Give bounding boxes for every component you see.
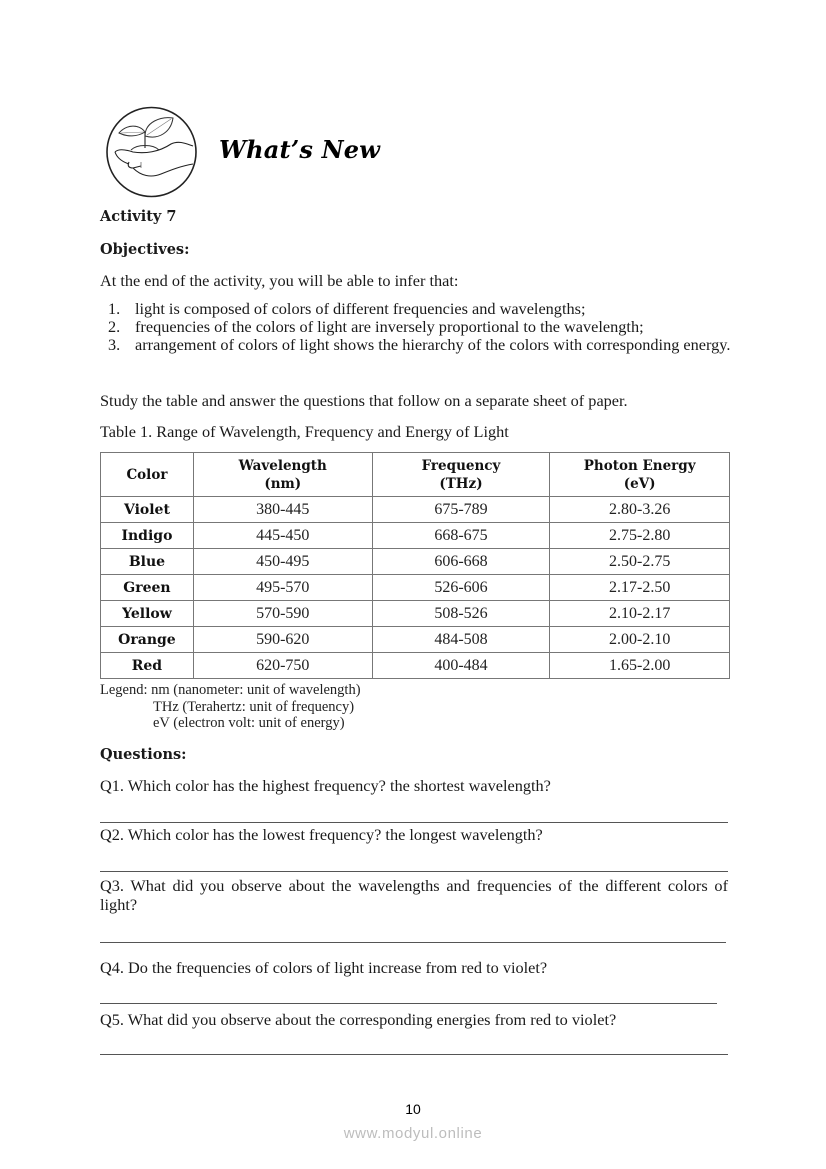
- objective-item: [108, 317, 763, 336]
- cell-wavelength: 380-445: [193, 497, 372, 523]
- cell-wavelength: 570-590: [193, 601, 372, 627]
- legend-line: Legend: nm (nanometer: unit of wavelength): [100, 682, 361, 698]
- cell-frequency: 675-789: [372, 497, 550, 523]
- question-5: Q5. What did you observe about the corresponding energies from red to violet?: [100, 1010, 617, 1029]
- answer-line-1[interactable]: [100, 822, 728, 823]
- section-title: What’s New: [219, 135, 381, 164]
- table-legend: [100, 682, 361, 732]
- instruction-text: Study the table and answer the questions that follow on a separate sheet of paper.: [100, 391, 628, 410]
- light-properties-table: [100, 452, 730, 679]
- question-2: Q2. Which color has the lowest frequency? the longest wavelength?: [100, 825, 543, 844]
- plant-in-hand-icon: [105, 106, 198, 198]
- page-number: 10: [405, 1101, 421, 1117]
- objective-item: [108, 335, 763, 354]
- cell-wavelength: 620-750: [193, 653, 372, 679]
- table-header-row: [101, 453, 730, 497]
- objectives-heading: Objectives:: [100, 241, 190, 258]
- cell-energy: 2.80-3.26: [550, 497, 730, 523]
- table-row: [101, 627, 730, 653]
- table-row: [101, 523, 730, 549]
- legend-line: eV (electron volt: unit of energy): [153, 715, 345, 731]
- cell-wavelength: 450-495: [193, 549, 372, 575]
- objective-number: 3.: [108, 335, 121, 354]
- table-caption: Table 1. Range of Wavelength, Frequency and Energy of Light: [100, 422, 509, 441]
- question-1: Q1. Which color has the highest frequency? the shortest wavelength?: [100, 776, 551, 795]
- table-row: [101, 601, 730, 627]
- table-row: [101, 575, 730, 601]
- cell-energy: 2.10-2.17: [550, 601, 730, 627]
- cell-frequency: 508-526: [372, 601, 550, 627]
- objective-item: [108, 299, 763, 318]
- cell-color: Blue: [101, 549, 194, 575]
- objectives-intro: At the end of the activity, you will be able to infer that:: [100, 271, 459, 290]
- cell-wavelength: 445-450: [193, 523, 372, 549]
- header-wavelength: Wavelength (nm): [193, 453, 372, 497]
- cell-energy: 1.65-2.00: [550, 653, 730, 679]
- cell-wavelength: 590-620: [193, 627, 372, 653]
- answer-line-4[interactable]: [100, 1003, 717, 1004]
- cell-frequency: 400-484: [372, 653, 550, 679]
- cell-energy: 2.17-2.50: [550, 575, 730, 601]
- cell-energy: 2.50-2.75: [550, 549, 730, 575]
- answer-line-2[interactable]: [100, 871, 728, 872]
- cell-energy: 2.75-2.80: [550, 523, 730, 549]
- table-row: [101, 653, 730, 679]
- watermark: www.modyul.online: [343, 1125, 483, 1142]
- objectives-list: [100, 300, 763, 354]
- question-3: Q3. What did you observe about the wavelengths and frequencies of the different colors of light?: [100, 876, 728, 914]
- cell-wavelength: 495-570: [193, 575, 372, 601]
- cell-color: Orange: [101, 627, 194, 653]
- cell-frequency: 484-508: [372, 627, 550, 653]
- question-4: Q4. Do the frequencies of colors of light increase from red to violet?: [100, 958, 548, 977]
- objective-text: arrangement of colors of light shows the hierarchy of the colors with corresponding energy.: [135, 335, 731, 354]
- cell-energy: 2.00-2.10: [550, 627, 730, 653]
- cell-color: Indigo: [101, 523, 194, 549]
- activity-label: Activity 7: [100, 208, 177, 225]
- answer-line-3[interactable]: [100, 942, 726, 943]
- table-row: [101, 497, 730, 523]
- answer-line-5[interactable]: [100, 1054, 728, 1055]
- cell-color: Red: [101, 653, 194, 679]
- cell-frequency: 606-668: [372, 549, 550, 575]
- objective-number: 2.: [108, 317, 121, 336]
- cell-color: Green: [101, 575, 194, 601]
- objective-text: light is composed of colors of different frequencies and wavelengths;: [135, 299, 586, 318]
- cell-frequency: 526-606: [372, 575, 550, 601]
- objective-number: 1.: [108, 299, 121, 318]
- cell-color: Violet: [101, 497, 194, 523]
- questions-heading: Questions:: [100, 746, 187, 763]
- header-color: Color: [101, 453, 194, 497]
- objective-text: frequencies of the colors of light are inversely proportional to the wavelength;: [135, 317, 644, 336]
- header-photon-energy: Photon Energy (eV): [550, 453, 730, 497]
- cell-color: Yellow: [101, 601, 194, 627]
- cell-frequency: 668-675: [372, 523, 550, 549]
- table-row: [101, 549, 730, 575]
- header-frequency: Frequency (THz): [372, 453, 550, 497]
- legend-line: THz (Terahertz: unit of frequency): [153, 698, 355, 715]
